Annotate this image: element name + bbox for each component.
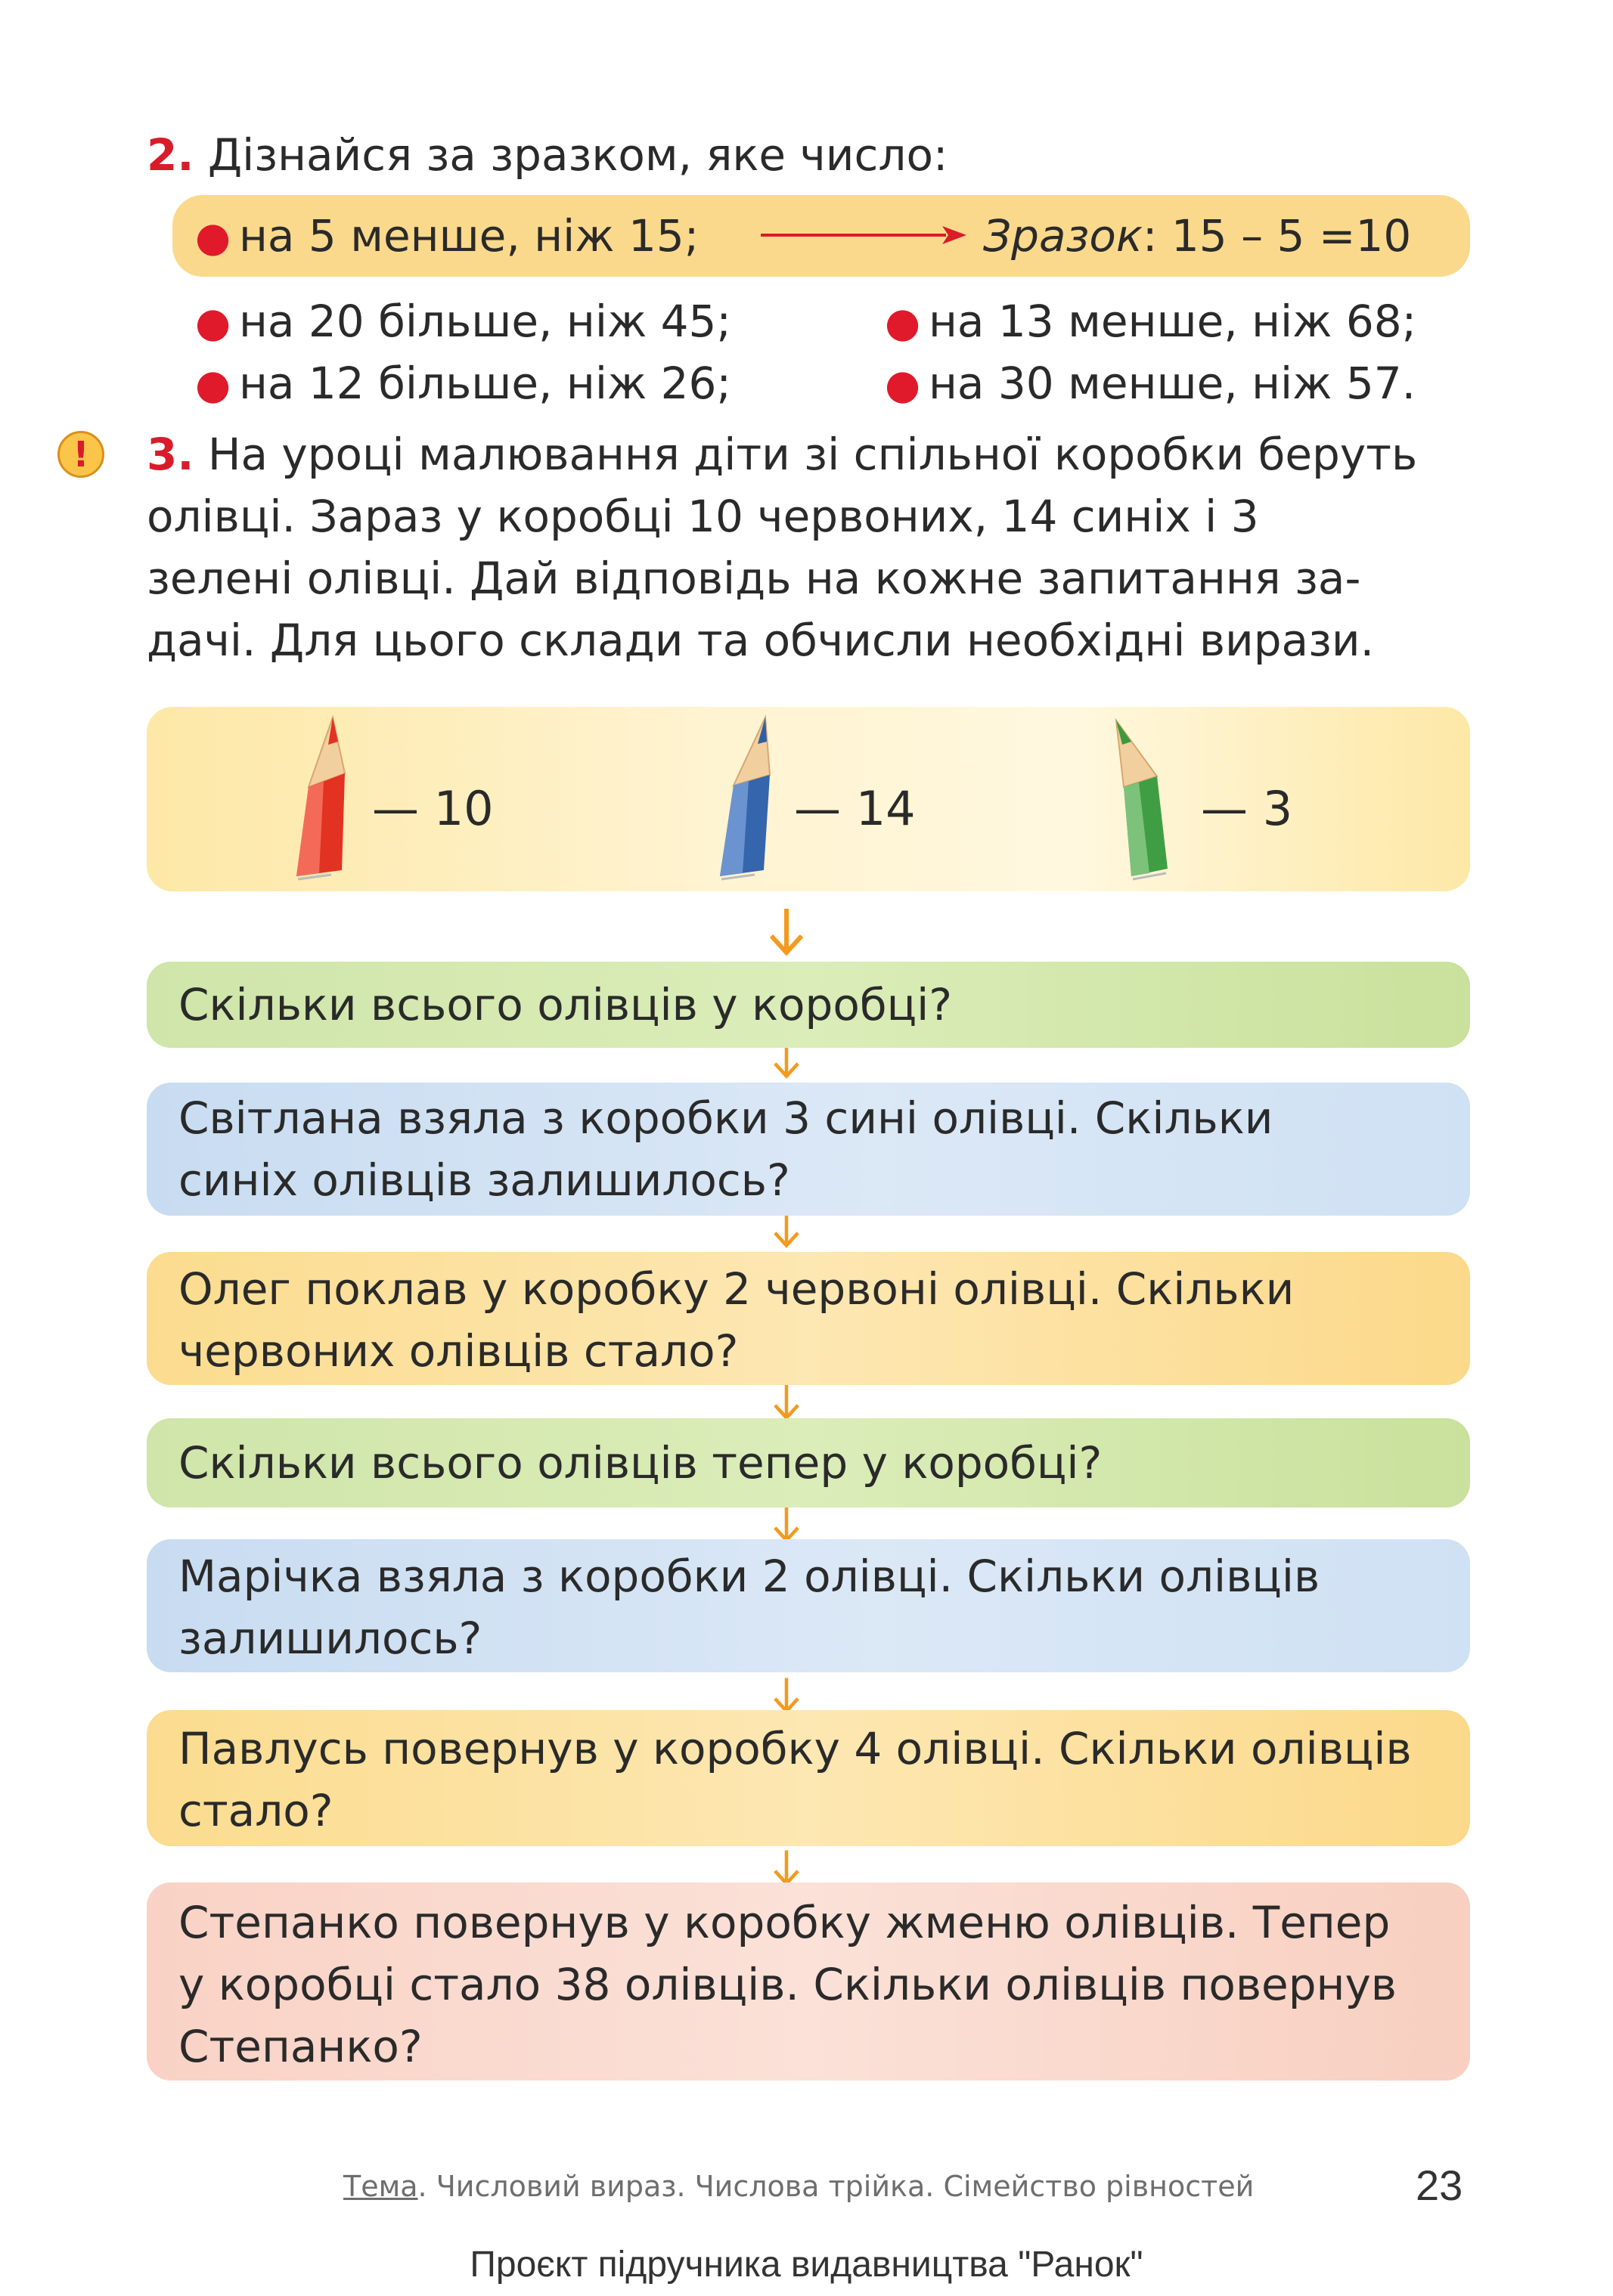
task2-item-text: на 20 більше, ніж 45; [239, 296, 731, 347]
arrow-down-icon [764, 1506, 809, 1544]
question-text: Олег поклав у коробку 2 червоні олівці. Скільки [178, 1263, 1295, 1315]
question-line [178, 1718, 1440, 1780]
question-line [178, 1892, 1440, 1954]
question-line [178, 1545, 1440, 1607]
blue-pencil-count: — 14 [794, 781, 916, 836]
task3-line [147, 609, 1470, 671]
task3-number: 3. [147, 429, 194, 480]
question-text: стало? [178, 1785, 333, 1836]
question-text: у коробці стало 38 олівців. Скільки олівців повернув [178, 1959, 1397, 2010]
task3-line [147, 547, 1470, 609]
question-text: Марічка взяла з коробки 2 олівці. Скільки олівців [178, 1551, 1320, 1602]
question-box-4 [147, 1418, 1470, 1507]
question-text: Скільки всього олівців у коробці? [178, 979, 952, 1030]
task2-item-1 [195, 290, 731, 354]
arrow-right-icon [761, 224, 966, 246]
question-text: Скільки всього олівців тепер у коробці? [178, 1437, 1103, 1489]
question-box-7 [147, 1882, 1470, 2081]
blue-pencil-icon [705, 714, 788, 885]
task2-heading [147, 124, 948, 186]
task3-line-text: олівці. Зараз у коробці 10 червоних, 14 синіх і 3 [147, 491, 1259, 542]
sample-item [195, 205, 699, 268]
arrow-down-icon [764, 1677, 809, 1715]
question-box-1 [147, 962, 1470, 1048]
task2-item-2 [195, 352, 731, 416]
attention-badge-icon [57, 431, 104, 478]
bullet-icon: ● [195, 299, 231, 346]
question-line [178, 1607, 1440, 1669]
task2-number: 2. [147, 129, 194, 181]
red-pencil-icon [286, 714, 369, 885]
question-box-6 [147, 1710, 1470, 1846]
task2-item-text: на 30 менше, ніж 57. [929, 358, 1416, 409]
question-box-5 [147, 1539, 1470, 1672]
sample-formula [983, 205, 1411, 267]
question-box-3 [147, 1252, 1470, 1385]
arrow-down-icon [764, 907, 809, 957]
sample-expression: : 15 – 5 =10 [1142, 210, 1412, 262]
question-box-2 [147, 1083, 1470, 1216]
question-text: Степанко повернув у коробку жменю олівців. Тепер [178, 1897, 1391, 1948]
question-line [178, 1780, 1440, 1842]
sample-label: Зразок [983, 210, 1143, 262]
question-line [178, 1320, 1440, 1382]
task3-line-text: дачі. Для цього склади та обчисли необхідні вирази. [147, 615, 1375, 666]
green-pencil-count: — 3 [1201, 781, 1293, 836]
question-text: синіх олівців залишилось? [178, 1154, 790, 1206]
page-topic [343, 2170, 1254, 2203]
task2-item-4 [885, 352, 1416, 416]
publisher-note: Проєкт підручника видавництва "Ранок" [470, 2245, 1143, 2285]
red-pencil-count: — 10 [372, 781, 494, 836]
question-text: Павлусь повернув у коробку 4 олівці. Скільки олівців [178, 1723, 1412, 1774]
task3-text [147, 423, 1470, 671]
task2-item-3 [885, 290, 1416, 354]
task3-line [147, 423, 1470, 485]
topic-label: Тема [343, 2170, 418, 2203]
task2-item-text: на 13 менше, ніж 68; [929, 296, 1417, 347]
task3-first-line [147, 423, 1417, 485]
question-line [178, 974, 1440, 1036]
attention-badge-text: ! [73, 434, 89, 475]
bullet-icon: ● [195, 361, 231, 408]
question-text: червоних олівців стало? [178, 1325, 739, 1377]
task3-line [147, 485, 1470, 547]
topic-text: . Числовий вираз. Числова трійка. Сімейство рівностей [417, 2170, 1255, 2203]
question-line [178, 1087, 1440, 1149]
arrow-down-icon [764, 1211, 809, 1249]
green-pencil-icon [1104, 714, 1187, 885]
question-line [178, 1954, 1440, 2016]
question-line [178, 2016, 1440, 2078]
arrow-down-icon [764, 1383, 809, 1421]
question-line [178, 1149, 1440, 1211]
bullet-icon: ● [195, 213, 231, 261]
task3-line-text: На уроці малювання діти зі спільної коробки беруть [207, 429, 1418, 480]
bullet-icon: ● [885, 299, 921, 346]
task2-title: Дізнайся за зразком, яке число: [207, 129, 948, 181]
question-text: залишилось? [178, 1613, 482, 1664]
question-text: Степанко? [178, 2021, 423, 2072]
task3-line-text: зелені олівці. Дай відповідь на кожне запитання за- [147, 553, 1361, 604]
sample-item-text: на 5 менше, ніж 15; [239, 210, 699, 262]
bullet-icon: ● [885, 361, 921, 408]
question-line [178, 1432, 1440, 1494]
arrow-down-icon [764, 1849, 809, 1887]
question-text: Світлана взяла з коробки 3 сині олівці. Скільки [178, 1092, 1273, 1144]
page-number: 23 [1416, 2161, 1463, 2209]
question-line [178, 1258, 1440, 1320]
task2-item-text: на 12 більше, ніж 26; [239, 358, 731, 409]
